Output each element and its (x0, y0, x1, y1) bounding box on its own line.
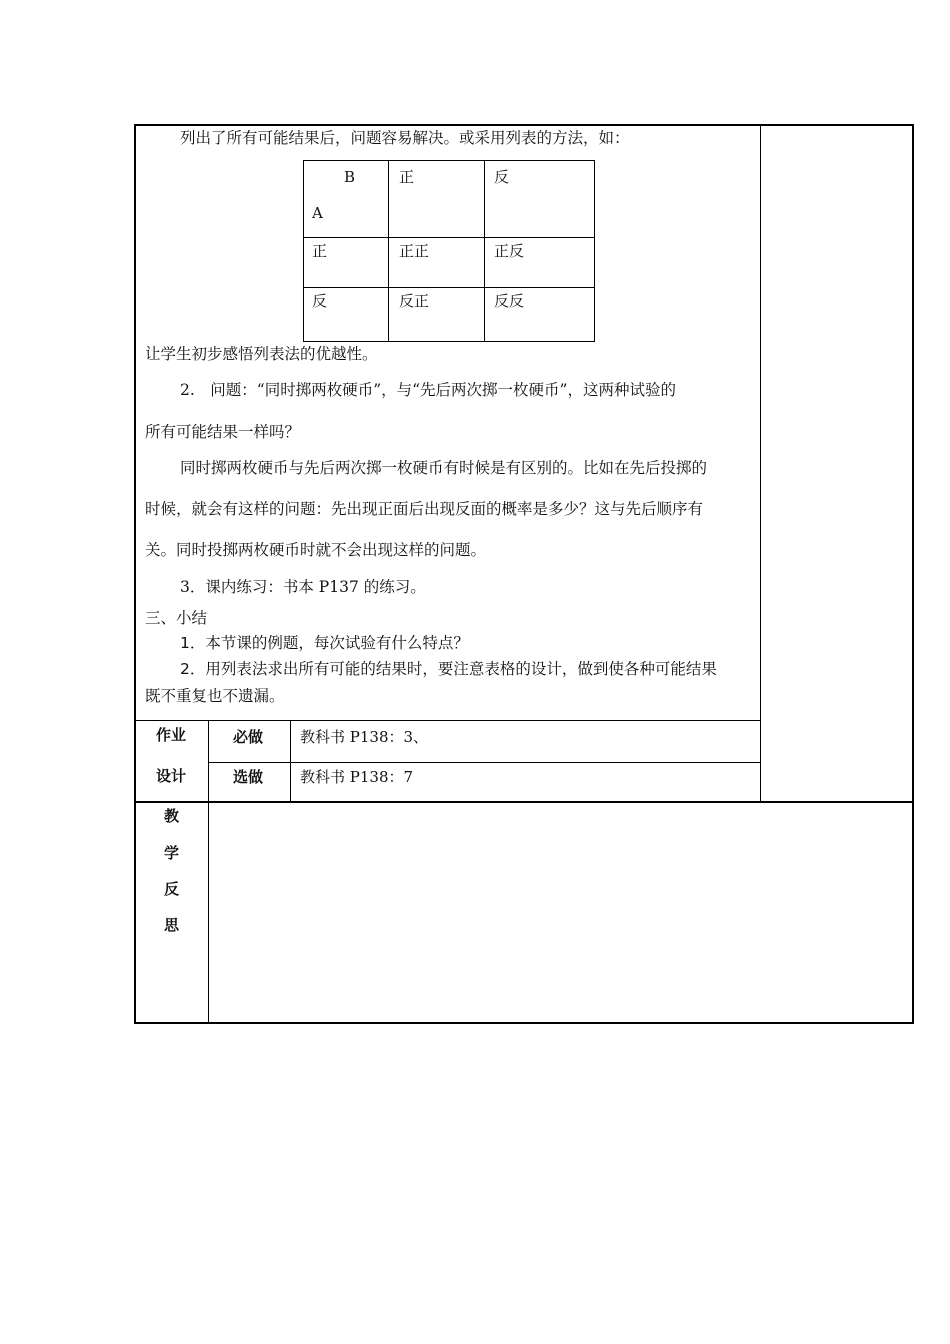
answer-line-1: 同时掷两枚硬币与先后两次掷一枚硬币有时候是有区别的。比如在先后投掷的 (180, 459, 708, 477)
cell-heads-heads: 正正 (399, 242, 430, 260)
homework-label-divider (208, 720, 209, 1023)
optional-label: 选做 (233, 768, 264, 786)
homework-sub-divider (290, 720, 291, 802)
cell-tails-heads: 反正 (399, 292, 430, 310)
summary-item-2-line-1: 2．用列表法求出所有可能的结果时，要注意表格的设计，做到使各种可能结果 (180, 660, 717, 678)
reflection-label-char-4: 思 (164, 916, 180, 934)
corner-label-b: B (344, 168, 356, 186)
row-label-heads: 正 (312, 242, 328, 260)
cell-tails-tails: 反反 (494, 292, 525, 310)
col-header-tails: 反 (494, 168, 510, 186)
question-2-line-2: 所有可能结果一样吗？ (145, 423, 301, 441)
reflection-label-char-3: 反 (164, 880, 180, 898)
question-3-text: 3．课内练习：书本 P137 的练习。 (180, 578, 426, 596)
coin-table (303, 160, 595, 342)
required-value: 教科书 P138：3、 (300, 728, 429, 746)
homework-row-divider (208, 762, 761, 763)
frame-top (134, 124, 914, 126)
summary-item-1: 1．本节课的例题，每次试验有什么特点？ (180, 634, 469, 652)
side-column-divider (760, 124, 761, 802)
summary-item-2-line-2: 既不重复也不遗漏。 (145, 687, 285, 705)
reflection-content-area[interactable] (210, 804, 911, 1021)
required-label: 必做 (233, 728, 264, 746)
question-2-line-1: 2. 问题：“同时掷两枚硬币”，与“先后两次掷一枚硬币”，这两种试验的 (180, 381, 676, 399)
answer-line-2: 时候，就会有这样的问题：先出现正面后出现反面的概率是多少？这与先后顺序有 (145, 500, 704, 518)
frame-bottom (134, 1022, 914, 1024)
homework-label-top: 作业 (156, 726, 187, 744)
answer-line-3: 关。同时投掷两枚硬币时就不会出现这样的问题。 (145, 541, 487, 559)
after-table-text: 让学生初步感悟列表法的优越性。 (145, 345, 378, 363)
homework-top-border (134, 720, 761, 721)
homework-label-bottom: 设计 (156, 767, 187, 785)
frame-right (912, 124, 914, 1024)
col-header-heads: 正 (399, 168, 415, 186)
optional-value: 教科书 P138：7 (300, 768, 414, 786)
row-label-tails: 反 (312, 292, 328, 310)
summary-heading: 三、小结 (145, 609, 208, 627)
corner-label-a: A (312, 204, 323, 222)
frame-left (134, 124, 136, 1024)
cell-heads-tails: 正反 (494, 242, 525, 260)
reflection-label-char-2: 学 (164, 844, 180, 862)
reflection-label-char-1: 教 (164, 807, 180, 825)
reflection-top-border (134, 801, 914, 803)
intro-text: 列出了所有可能结果后，问题容易解决。或采用列表的方法，如： (180, 129, 630, 147)
